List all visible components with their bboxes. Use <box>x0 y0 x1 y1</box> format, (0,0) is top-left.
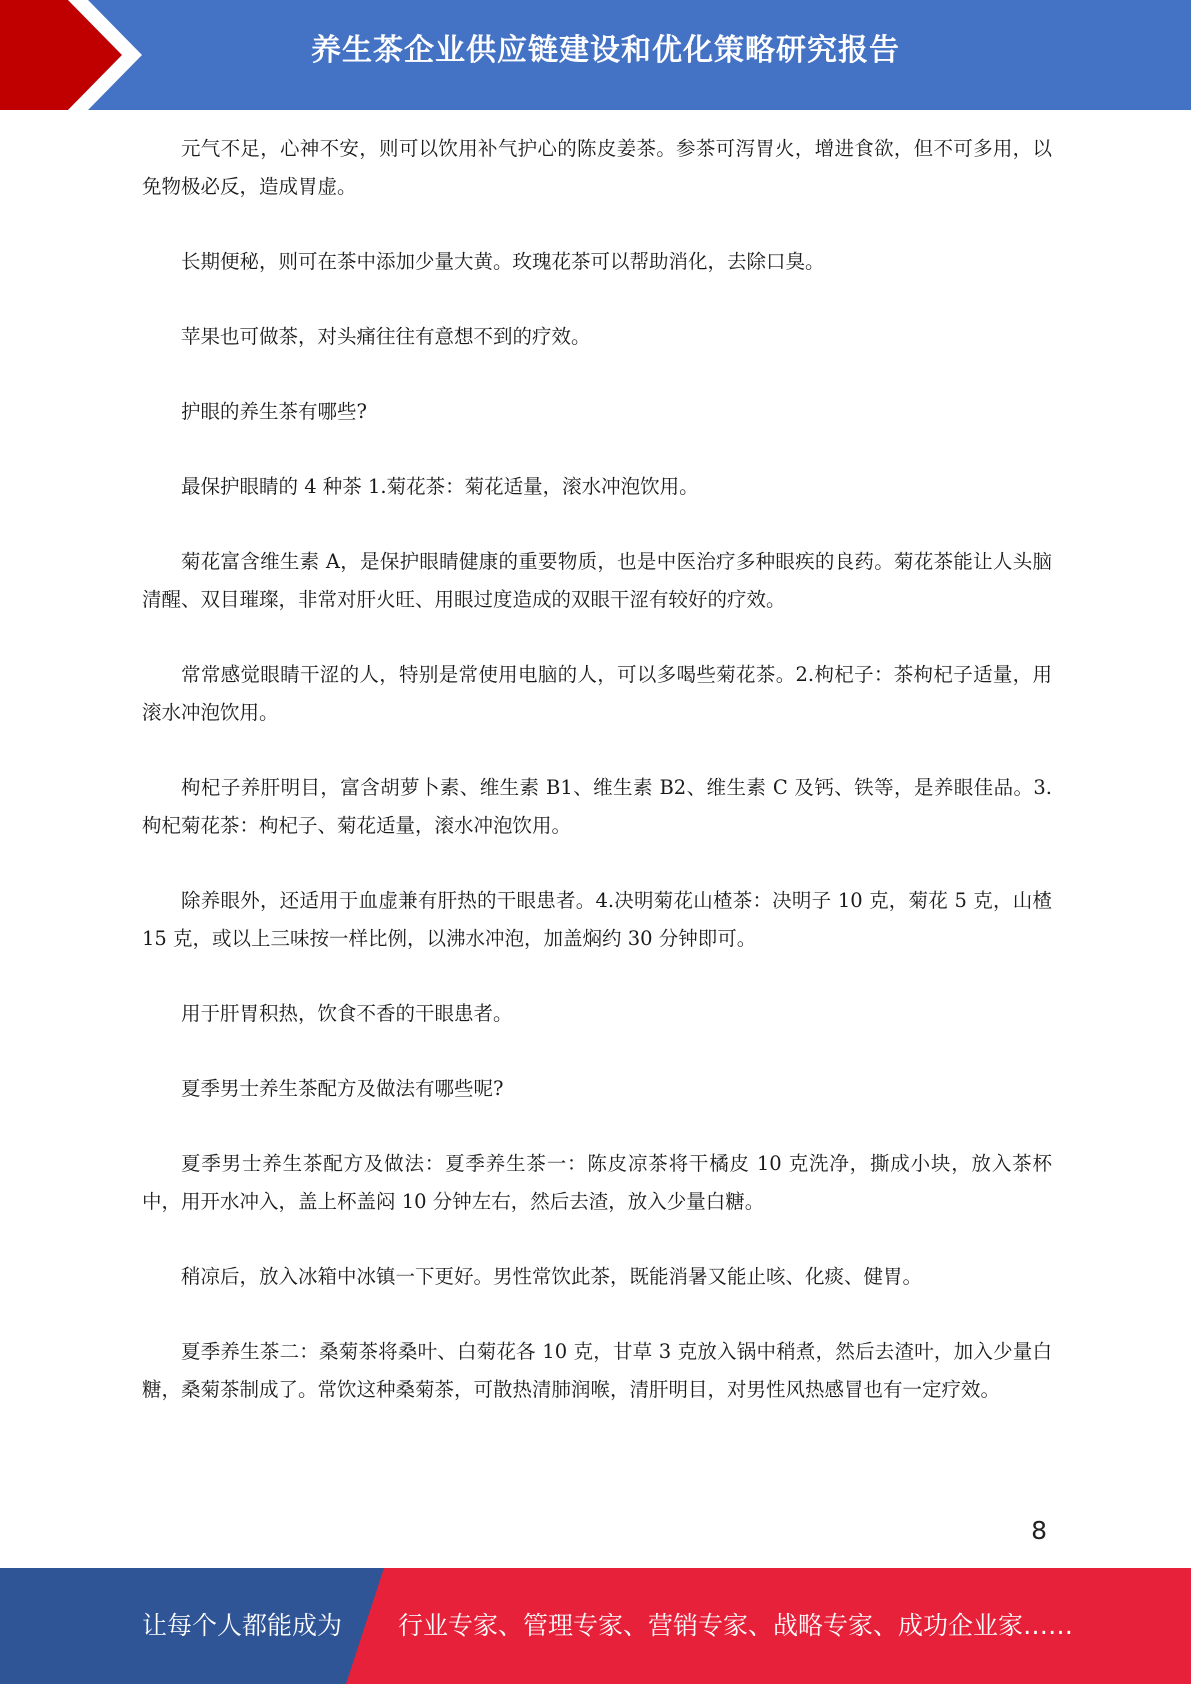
header-banner <box>0 0 1191 110</box>
paragraph: 苹果也可做茶，对头痛往往有意想不到的疗效。 <box>181 325 591 348</box>
paragraph: 常常感觉眼睛干涩的人，特别是常使用电脑的人，可以多喝些菊花茶。2.枸杞子：茶枸杞子适量，用滚水冲泡饮用。 <box>142 663 1052 724</box>
report-title: 养生茶企业供应链建设和优化策略研究报告 <box>311 33 900 68</box>
paragraph: 长期便秘，则可在茶中添加少量大黄。玫瑰花茶可以帮助消化，去除口臭。 <box>181 250 825 273</box>
document-body <box>142 130 1052 1446</box>
paragraph: 菊花富含维生素 A，是保护眼睛健康的重要物质，也是中医治疗多种眼疾的良药。菊花茶能让人头脑清醒、双目璀璨，非常对肝火旺、用眼过度造成的双眼干涩有较好的疗效。 <box>142 550 1052 611</box>
paragraph: 夏季养生茶二：桑菊茶将桑叶、白菊花各 10 克，甘草 3 克放入锅中稍煮，然后去渣叶，加入少量白糖，桑菊茶制成了。常饮这种桑菊茶，可散热清肺润喉，清肝明目，对男性风热感冒也有一定疗效。 <box>142 1340 1052 1401</box>
paragraph: 最保护眼睛的 4 种茶 1.菊花茶：菊花适量，滚水冲泡饮用。 <box>181 475 699 498</box>
section-question: 夏季男士养生茶配方及做法有哪些呢? <box>181 1077 504 1100</box>
paragraph: 除养眼外，还适用于血虚兼有肝热的干眼患者。4.决明菊花山楂茶：决明子 10 克，菊花 5 克，山楂 15 克，或以上三味按一样比例，以沸水冲泡，加盖焖约 30 分钟即可。 <box>142 889 1052 950</box>
page-number: 8 <box>1031 1516 1047 1545</box>
section-question: 护眼的养生茶有哪些? <box>181 400 367 423</box>
footer-banner <box>0 1568 1191 1684</box>
footer-slogan-right: 行业专家、管理专家、营销专家、战略专家、成功企业家…… <box>398 1611 1074 1640</box>
paragraph: 用于肝胃积热，饮食不香的干眼患者。 <box>181 1002 513 1025</box>
paragraph: 稍凉后，放入冰箱中冰镇一下更好。男性常饮此茶，既能消暑又能止咳、化痰、健胃。 <box>181 1265 923 1288</box>
paragraph: 夏季男士养生茶配方及做法：夏季养生茶一：陈皮凉茶将干橘皮 10 克洗净，撕成小块，放入茶杯中，用开水冲入，盖上杯盖闷 10 分钟左右，然后去渣，放入少量白糖。 <box>142 1152 1052 1213</box>
footer-slogan-left: 让每个人都能成为 <box>142 1611 343 1640</box>
paragraph: 元气不足，心神不安，则可以饮用补气护心的陈皮姜茶。参茶可泻胃火，增进食欲，但不可多用，以免物极必反，造成胃虚。 <box>142 137 1052 198</box>
header-chevron-decoration <box>0 0 160 110</box>
paragraph: 枸杞子养肝明目，富含胡萝卜素、维生素 B1、维生素 B2、维生素 C 及钙、铁等，是养眼佳品。3.枸杞菊花茶：枸杞子、菊花适量，滚水冲泡饮用。 <box>142 776 1052 837</box>
